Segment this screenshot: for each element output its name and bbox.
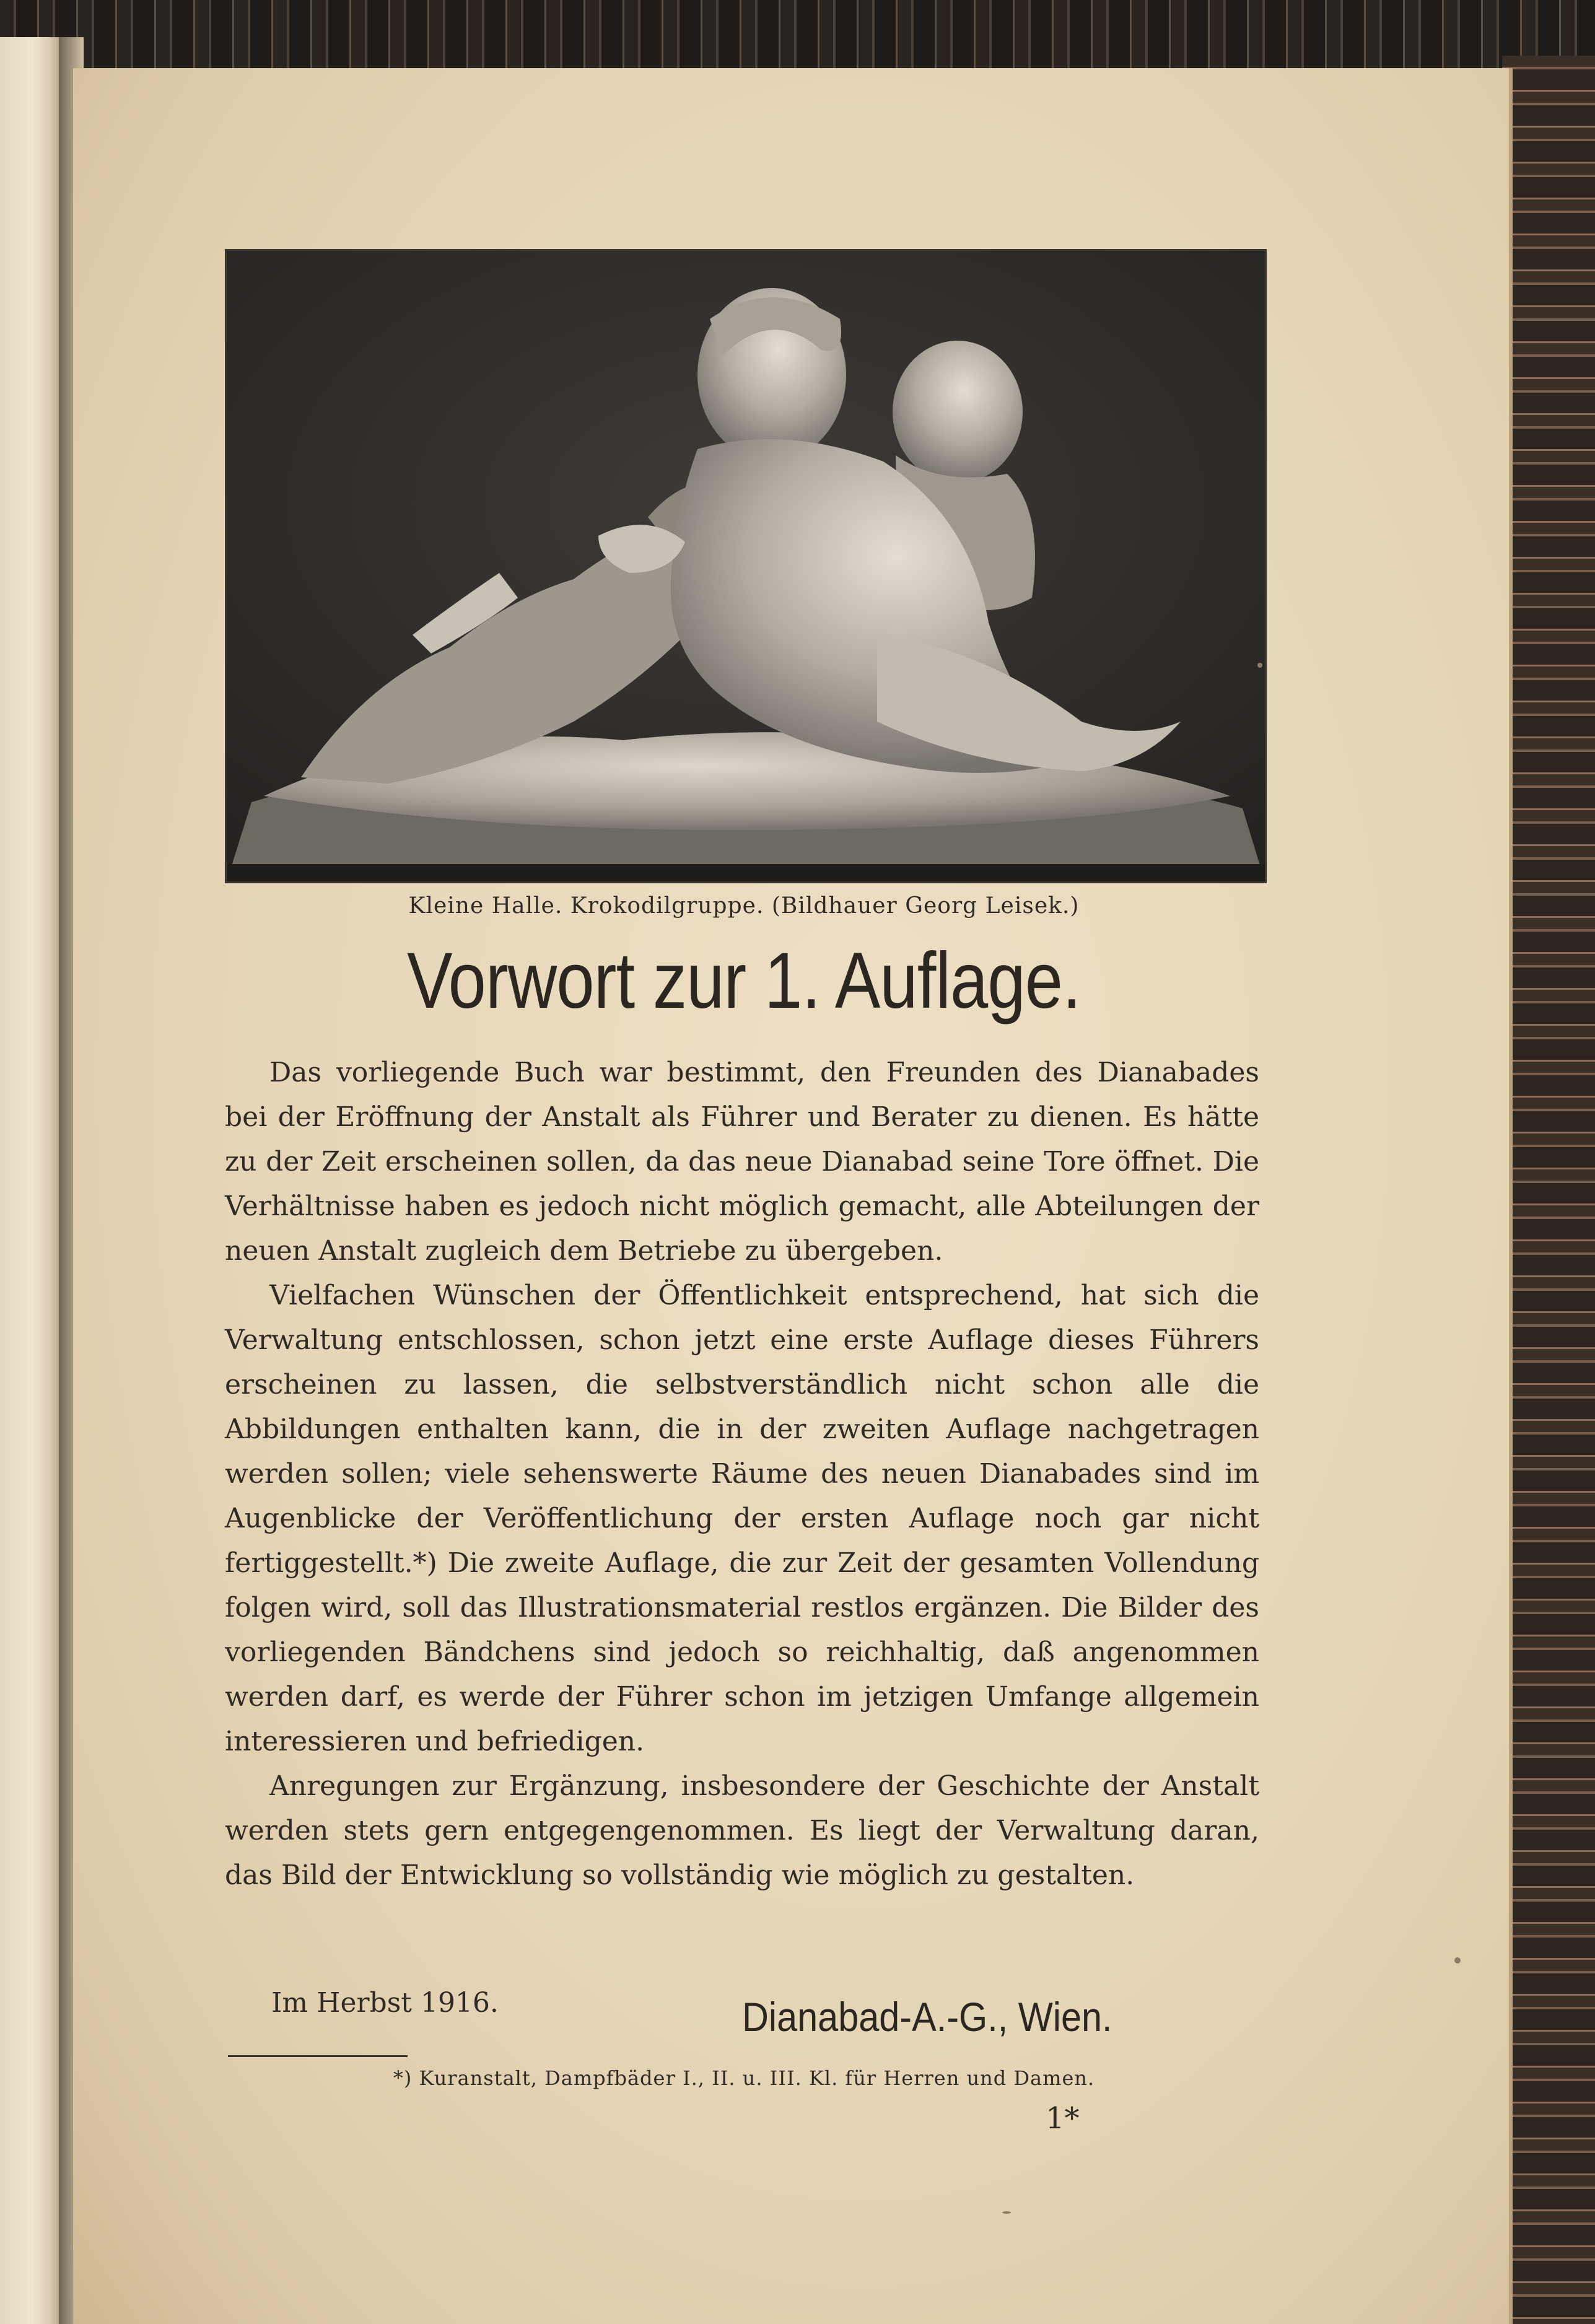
signature-date: Im Herbst 1916. bbox=[271, 1987, 499, 2019]
preface-text bbox=[225, 1051, 1259, 1898]
plate-caption: Kleine Halle. Krokodilgruppe. (Bildhauer Georg Leisek.) bbox=[408, 893, 1080, 919]
paper-speck bbox=[1257, 663, 1262, 668]
paragraph: Anregungen zur Ergänzung, insbesondere der Geschichte der Anstalt werden stets gern entgegengenommen. Es liegt der Verwaltung daran, das Bild der Entwicklung so vollständig wie möglich zu gestalten. bbox=[225, 1770, 1259, 1891]
paragraph: Das vorliegende Buch war bestimmt, den Freunden des Dianabades bei der Eröffnung der Anstalt als Führer und Berater zu dienen. Es hätte zu der Zeit erscheinen sollen, da das neue Dianabad seine Tore öffnet. Die Verhältnisse haben es jedoch nicht möglich gemacht, alle Abteilungen der neuen Anstalt zugleich dem Betriebe zu übergeben. bbox=[225, 1057, 1259, 1267]
footnote: *) Kuranstalt, Dampfbäder I., II. u. III. Kl. für Herren und Damen. bbox=[393, 2066, 1095, 2090]
book-cover-right-edge bbox=[1502, 56, 1595, 2324]
sculpture-photo-icon bbox=[227, 251, 1265, 881]
page-title: Vorwort zur 1. Auflage. bbox=[407, 937, 1081, 1025]
printer-signature-mark: 1* bbox=[1046, 2101, 1080, 2136]
paper-speck bbox=[1454, 1957, 1461, 1964]
paper-speck bbox=[1002, 2211, 1011, 2214]
signature-name: Dianabad-A.-G., Wien. bbox=[742, 1994, 1112, 2040]
footnote-rule bbox=[228, 2055, 408, 2057]
paragraph: Vielfachen Wünschen der Öffentlichkeit entsprechend, hat sich die Verwaltung entschlossen, schon jetzt eine erste Auflage dieses Führers erscheinen zu lassen, die selbstverständlich nicht schon alle die Abbildungen enthalten kann, die in der zweiten Auflage nachgetragen werden sollen; viele sehenswerte Räume des neuen Dianabades sind im Augenblicke der Veröffentlichung der ersten Auflage noch gar nicht fertiggestellt.*) Die zweite Auflage, die zur Zeit der gesamten Vollendung folgen wird, soll das Illustrationsmaterial restlos ergänzen. Die Bilder des vorliegenden Bändchens sind jedoch so reichhaltig, daß angenommen werden darf, es werde der Führer schon im jetzigen Umfange allgemein interessieren und befriedigen. bbox=[225, 1280, 1259, 1757]
facing-page-edge bbox=[0, 37, 59, 2324]
sculpture-photo bbox=[225, 249, 1267, 883]
book-page bbox=[73, 68, 1513, 2324]
